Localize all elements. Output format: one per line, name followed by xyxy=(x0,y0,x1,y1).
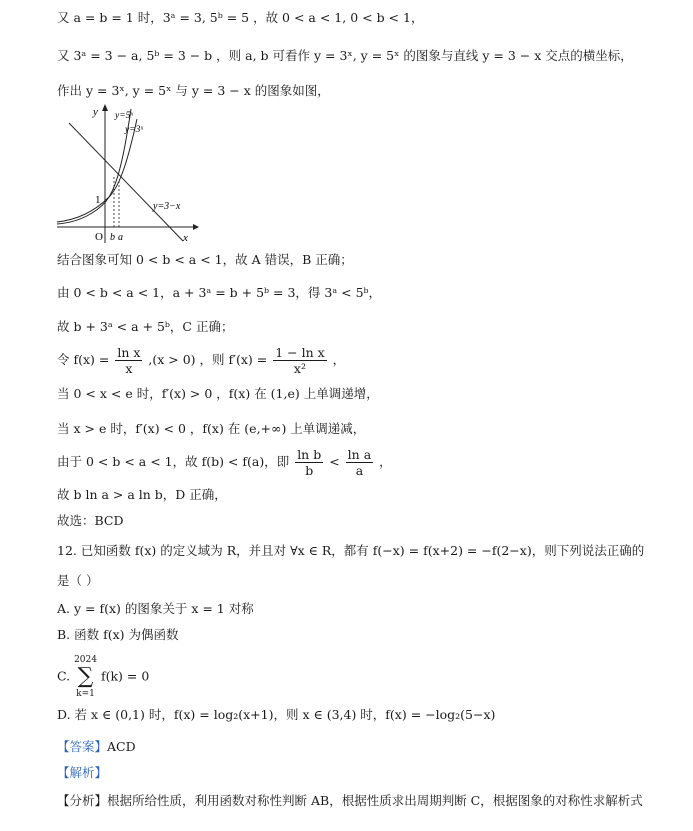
analysis-line xyxy=(57,764,107,782)
text-line-9: 当 x > e 时，f′(x) < 0 ，f(x) 在 (e,+∞) 上单调递减， xyxy=(57,421,366,436)
frac-den: x² xyxy=(293,361,306,376)
fenxi-text: 根据所给性质，利用函数对称性判断 AB，根据性质求出周期判断 C，根据图象的对称性求解析式 xyxy=(107,793,643,808)
frac-num: ln a xyxy=(347,447,372,462)
answer-value: ACD xyxy=(107,739,136,754)
sigma-sum xyxy=(74,654,97,700)
fraction-lnx-over-x xyxy=(115,345,142,376)
fraction-lna-over-a xyxy=(346,447,373,478)
option-b: B. 函数 f(x) 为偶函数 xyxy=(57,627,179,642)
frac-num: 1 − ln x xyxy=(275,345,325,360)
function-graph xyxy=(55,101,200,246)
text-line-7 xyxy=(57,345,345,376)
line10-post: ， xyxy=(379,454,392,469)
x-axis-label: x xyxy=(183,232,188,244)
text-line-4: 结合图象可知 0 < b < a < 1，故 A 错误，B 正确； xyxy=(57,252,353,267)
option-d: D. 若 x ∈ (0,1) 时，f(x) = log₂(x+1)，则 x ∈ (3,4) 时，f(x) = −log₂(5−x) xyxy=(57,707,496,722)
option-c-expr: f(k) = 0 xyxy=(100,668,150,684)
line7-mid: ,(x > 0) ，则 f′(x) = xyxy=(148,352,268,367)
line7-pre: 令 f(x) = xyxy=(57,352,110,367)
fraction-derivative xyxy=(273,345,326,376)
text-line-11: 故 b ln a > a ln b，D 正确， xyxy=(57,487,227,502)
frac-num: ln b xyxy=(297,447,322,462)
answer-line xyxy=(57,738,136,756)
frac-den: x xyxy=(125,361,133,376)
analysis-tag: 【解析】 xyxy=(57,765,108,780)
less-than: < xyxy=(329,454,340,469)
question-12-stem: 12. 已知函数 f(x) 的定义域为 R，并且对 ∀x ∈ R，都有 f(−x) = f(x+2) = −f(2−x)，则下列说法正确的 xyxy=(57,543,645,558)
label-5x: y=5ˣ xyxy=(115,111,134,121)
option-c xyxy=(57,654,149,700)
question-12-stem-cont: 是（ ） xyxy=(57,573,99,588)
line10-pre: 由于 0 < b < a < 1，故 f(b) < f(a)，即 xyxy=(57,454,290,469)
text-line-5: 由 0 < b < a < 1，a + 3ᵃ = b + 5ᵇ = 3，得 3ᵃ < 5ᵇ， xyxy=(57,285,382,300)
text-line-6: 故 b + 3ᵃ < a + 5ᵇ，C 正确； xyxy=(57,319,234,334)
label-line: y=3−x xyxy=(153,201,181,212)
fenxi-tag: 【分析】 xyxy=(57,793,108,808)
y-axis-label: y xyxy=(93,106,98,118)
curve-5x xyxy=(57,109,134,224)
text-line-10 xyxy=(57,447,392,478)
line7-post: ， xyxy=(332,352,346,367)
frac-den: a xyxy=(355,463,364,478)
sigma-top: 2024 xyxy=(74,655,97,665)
option-a: A. y = f(x) 的图象关于 x = 1 对称 xyxy=(57,601,254,616)
answer-tag: 【答案】 xyxy=(57,739,108,754)
x-axis-arrow xyxy=(193,224,199,230)
b-label: b xyxy=(110,232,115,243)
option-c-label: C. xyxy=(57,668,71,684)
fraction-lnb-over-b xyxy=(295,447,323,478)
one-label: 1 xyxy=(95,194,101,206)
text-line-8: 当 0 < x < e 时，f′(x) > 0 ，f(x) 在 (1,e) 上单调递增， xyxy=(57,386,379,401)
frac-den: b xyxy=(305,463,314,478)
text-line-2: 又 3ᵃ = 3 − a, 5ᵇ = 3 − b ，则 a, b 可看作 y = 3ˣ, y = 5ˣ 的图象与直线 y = 3 − x 交点的横坐标， xyxy=(57,48,633,63)
sigma-symbol: ∑ xyxy=(77,664,94,689)
text-line-1: 又 a = b = 1 时，3ᵃ = 3, 5ᵇ = 5 ，故 0 < a < 1, 0 < b < 1， xyxy=(57,10,424,25)
text-line-3: 作出 y = 3ˣ, y = 5ˣ 与 y = 3 − x 的图象如图， xyxy=(57,83,330,98)
origin-label: O xyxy=(95,231,103,243)
fenxi-line xyxy=(57,792,643,810)
text-line-12: 故选：BCD xyxy=(57,513,124,528)
frac-num: ln x xyxy=(117,345,141,360)
y-axis-arrow xyxy=(102,104,108,111)
label-3x: y=3ˣ xyxy=(125,125,144,135)
sigma-bottom: k=1 xyxy=(76,689,95,699)
a-label: a xyxy=(118,232,123,243)
